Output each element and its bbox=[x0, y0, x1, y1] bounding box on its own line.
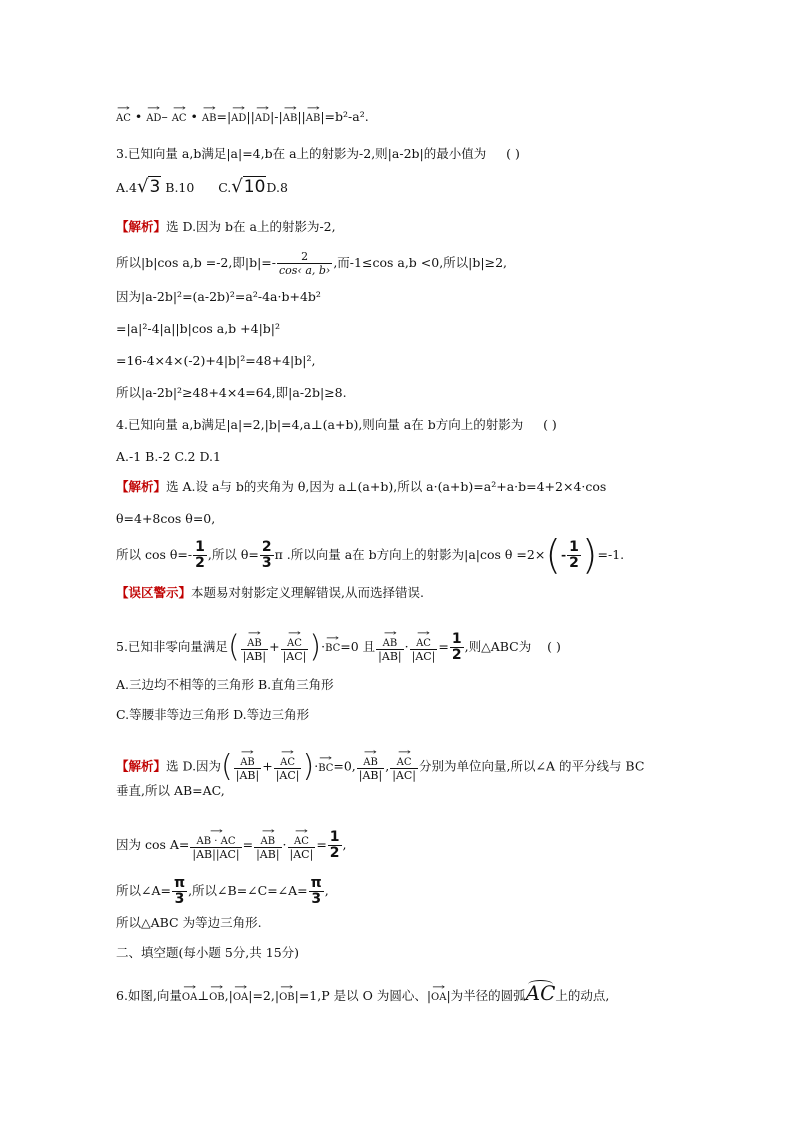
q3-analysis-text: 所以|b|cos a,b =-2,即|b|=- bbox=[116, 255, 276, 270]
vector-ab: → AB bbox=[363, 752, 378, 768]
fraction bbox=[328, 830, 342, 861]
q3-analysis-text: 选 D.因为 b在 a上的射影为-2, bbox=[166, 219, 336, 234]
q6-text: |=1,P 是以 O 为圆心、| bbox=[294, 988, 432, 1003]
right-paren-icon: ) bbox=[581, 532, 598, 579]
abs-ac: |AC| bbox=[392, 769, 416, 782]
fraction bbox=[241, 633, 268, 663]
section-heading: 二、填空题(每小题 5分,共 15分) bbox=[116, 945, 300, 960]
right-paren-icon: ) bbox=[302, 749, 315, 784]
warning-text: 本题易对射影定义理解错误,从而选择错误. bbox=[191, 585, 424, 600]
q5-analysis-text: 选 D.因为 bbox=[166, 758, 222, 774]
fraction bbox=[288, 831, 316, 861]
fraction bbox=[281, 633, 309, 663]
top-equation-line bbox=[116, 108, 369, 126]
q3-analysis-6: 所以|a-2b|²≥48+4×4=64,即|a-2b|≥8. bbox=[116, 385, 347, 400]
perp: ⊥ bbox=[197, 988, 210, 1003]
vector-bc: → BC bbox=[325, 638, 340, 654]
analysis-tag: 【解析】 bbox=[116, 219, 167, 234]
q5-analysis-3 bbox=[116, 830, 347, 861]
q5-analysis-text: ,所以∠B=∠C=∠A= bbox=[188, 883, 308, 898]
q4-stem-text: 4.已知向量 a,b满足|a|=2,|b|=4,a⊥(a+b),则向量 a在 b方向上的射影为 bbox=[116, 417, 524, 432]
vector-ab: → AB bbox=[383, 633, 398, 649]
denominator: 3 bbox=[174, 891, 185, 907]
q5-analysis-text: 因为 cos A= bbox=[116, 837, 190, 852]
eq: = bbox=[242, 837, 254, 852]
abs: || bbox=[246, 109, 255, 124]
denominator: 2 bbox=[195, 555, 205, 571]
left-paren-icon: ( bbox=[545, 532, 561, 579]
q4-analysis-text: ,所以 θ= bbox=[207, 547, 259, 562]
q5-stem-text: 5.已知非零向量满足 bbox=[116, 639, 228, 654]
fraction bbox=[260, 540, 274, 571]
q4-analysis-3 bbox=[116, 532, 625, 579]
q3-analysis-5: =16-4×4×(-2)+4|b|²=48+4|b|², bbox=[116, 353, 316, 368]
vector-ad: → AD bbox=[255, 108, 270, 124]
vector-ob: → OB bbox=[209, 987, 225, 1003]
fraction bbox=[309, 876, 324, 907]
radicand: 10 bbox=[243, 177, 266, 197]
sqrt-icon: √3 bbox=[136, 176, 161, 197]
vector-ac: → AC bbox=[172, 108, 187, 124]
comma: , bbox=[385, 758, 390, 774]
denominator: 3 bbox=[311, 891, 322, 907]
vector-ad: → AD bbox=[146, 108, 161, 124]
q3-option-b: B.10 bbox=[165, 180, 195, 195]
vector-ob: → OB bbox=[279, 987, 295, 1003]
vector-ac: → AC bbox=[397, 752, 412, 768]
fraction bbox=[274, 752, 302, 782]
vector-ab-dot-ac: → AB · AC bbox=[197, 831, 236, 847]
vector-ab: → AB bbox=[247, 633, 262, 649]
q4-analysis-text: 所以 cos θ=- bbox=[116, 547, 193, 562]
abs-ac: |AC| bbox=[411, 649, 436, 663]
right-paren-icon: ) bbox=[309, 629, 322, 665]
fraction bbox=[450, 632, 464, 663]
dot: • bbox=[186, 109, 202, 124]
abs-ab: |AB| bbox=[242, 649, 267, 663]
q6-text: |为半径的圆弧 bbox=[446, 988, 526, 1003]
q3-option-d: D.8 bbox=[266, 180, 288, 195]
dot: · bbox=[282, 837, 287, 852]
vector-ab: → AB bbox=[261, 831, 276, 847]
vector-oa: → OA bbox=[233, 987, 248, 1003]
q3-analysis-3: 因为|a-2b|²=(a-2b)²=a²-4a·b+4b² bbox=[116, 289, 321, 304]
q3-option-a: A.4 bbox=[116, 180, 137, 195]
comma: , bbox=[342, 837, 347, 852]
vector-oa: → OA bbox=[182, 987, 197, 1003]
q3-analysis-4: =|a|²-4|a||b|cos a,b +4|b|² bbox=[116, 321, 281, 336]
q5-stem-text: =0 且 bbox=[340, 639, 376, 654]
arc-ac: AC bbox=[525, 981, 556, 1005]
vector-ad: → AD bbox=[231, 108, 246, 124]
fraction bbox=[376, 633, 403, 663]
q4-analysis-2: θ=4+8cos θ=0, bbox=[116, 511, 216, 526]
numerator: 1 bbox=[195, 539, 205, 555]
q6-text: |=2,| bbox=[248, 988, 280, 1003]
q5-analysis-4 bbox=[116, 876, 329, 907]
abs-ab: |AB| bbox=[235, 769, 260, 782]
result: |=b²-a². bbox=[320, 109, 369, 124]
numerator: 1 bbox=[329, 829, 340, 845]
left-paren-icon: ( bbox=[221, 749, 233, 784]
abs-ab: |AB| bbox=[256, 847, 280, 861]
q3-answer-paren: ( ) bbox=[506, 146, 520, 161]
q3-stem bbox=[116, 145, 520, 163]
radicand: 3 bbox=[149, 177, 161, 197]
q5-analysis-2: 垂直,所以 AB=AC, bbox=[116, 783, 225, 798]
eq: =| bbox=[216, 109, 232, 124]
q6-stem bbox=[116, 981, 610, 1005]
abs: |-| bbox=[270, 109, 283, 124]
abs-ac: |AC| bbox=[282, 649, 307, 663]
vector-ab: → AB bbox=[240, 752, 255, 768]
eq: = bbox=[316, 837, 327, 852]
abs-ac: |AC| bbox=[275, 769, 300, 782]
q4-options: A.-1 B.-2 C.2 D.1 bbox=[116, 449, 221, 464]
q6-text: 6.如图,向量 bbox=[116, 988, 182, 1003]
q4-analysis-text: 选 A.设 a与 b的夹角为 θ,因为 a⊥(a+b),所以 a·(a+b)=a²+a·b=4+2×4·cos bbox=[166, 479, 607, 494]
numerator: 1 bbox=[451, 631, 462, 647]
q5-analysis-5: 所以△ABC 为等边三角形. bbox=[116, 915, 262, 930]
q4-analysis-text: π .所以向量 a在 b方向上的射影为|a|cos θ =2× bbox=[274, 547, 546, 562]
numerator: 2 bbox=[277, 250, 332, 264]
vector-oa: → OA bbox=[431, 987, 446, 1003]
q5-stem bbox=[116, 629, 561, 665]
denominator: 3 bbox=[261, 555, 272, 571]
vector-ab: → AB bbox=[283, 108, 298, 124]
minus-sign: - bbox=[560, 547, 567, 562]
minus: – bbox=[161, 109, 172, 124]
fraction bbox=[357, 752, 384, 782]
q5-analysis-text: 所以∠A= bbox=[116, 883, 171, 898]
comma: , bbox=[324, 883, 329, 898]
vector-ab: → AB bbox=[306, 108, 321, 124]
plus: + bbox=[262, 758, 273, 774]
abs: || bbox=[297, 109, 306, 124]
numerator: 2 bbox=[261, 539, 272, 555]
q4-analysis-text: =-1. bbox=[597, 547, 625, 562]
q3-analysis-2 bbox=[116, 250, 507, 277]
fraction bbox=[390, 752, 418, 782]
vector-ab: → AB bbox=[202, 108, 217, 124]
abs-ab: |AB| bbox=[358, 769, 383, 782]
numerator: π bbox=[173, 875, 186, 891]
q3-option-c: C. bbox=[218, 180, 232, 195]
fraction bbox=[172, 876, 187, 907]
dot: · bbox=[314, 758, 319, 774]
plus: + bbox=[269, 639, 280, 654]
sqrt-icon: √10 bbox=[231, 176, 266, 197]
dot: · bbox=[321, 639, 326, 654]
q6-text: ,| bbox=[224, 988, 233, 1003]
numerator: 1 bbox=[569, 539, 579, 555]
fraction bbox=[254, 831, 281, 861]
vector-ac: → AC bbox=[287, 633, 302, 649]
vector-ac: → AC bbox=[280, 752, 295, 768]
q5-analysis-text: =0, bbox=[333, 758, 356, 774]
abs-product: |AB||AC| bbox=[192, 847, 240, 861]
fraction bbox=[234, 752, 261, 782]
fraction bbox=[193, 540, 207, 571]
fraction bbox=[190, 831, 241, 861]
q4-stem bbox=[116, 416, 557, 434]
fraction bbox=[277, 250, 332, 277]
vector-ac: → AC bbox=[294, 831, 309, 847]
q6-text: 上的动点, bbox=[555, 988, 610, 1003]
denominator: 2 bbox=[569, 555, 579, 571]
q4-warning bbox=[116, 584, 424, 602]
vector-ac: → AC bbox=[416, 633, 431, 649]
q3-analysis-1 bbox=[116, 218, 336, 236]
q5-stem-text: ,则△ABC为 bbox=[464, 639, 532, 654]
denominator: cos‹ a, b› bbox=[279, 264, 331, 277]
q5-options-ab: A.三边均不相等的三角形 B.直角三角形 bbox=[116, 677, 334, 692]
fraction bbox=[410, 633, 438, 663]
q4-analysis-1 bbox=[116, 478, 606, 496]
denominator: 2 bbox=[329, 845, 340, 861]
denominator: 2 bbox=[451, 647, 462, 663]
numerator: π bbox=[310, 875, 322, 891]
fraction bbox=[567, 540, 581, 571]
q5-answer-paren: ( ) bbox=[547, 639, 561, 654]
q5-analysis-text: 分别为单位向量,所以∠A 的平分线与 BC bbox=[419, 758, 645, 774]
warning-tag: 【误区警示】 bbox=[116, 585, 192, 600]
eq: = bbox=[438, 639, 449, 654]
dot: • bbox=[130, 109, 147, 124]
q5-analysis-1 bbox=[116, 749, 645, 784]
q4-answer-paren: ( ) bbox=[543, 417, 557, 432]
abs-ab: |AB| bbox=[378, 649, 402, 663]
analysis-tag: 【解析】 bbox=[116, 758, 167, 774]
abs-ac: |AC| bbox=[289, 847, 314, 861]
q3-options bbox=[116, 178, 288, 197]
left-paren-icon: ( bbox=[227, 629, 240, 665]
vector-ac: → AC bbox=[116, 108, 131, 124]
q3-analysis-text: ,而-1≤cos a,b <0,所以|b|≥2, bbox=[333, 255, 507, 270]
q3-stem-text: 3.已知向量 a,b满足|a|=4,b在 a上的射影为-2,则|a-2b|的最小值为 bbox=[116, 146, 487, 161]
dot: · bbox=[404, 639, 409, 654]
vector-bc: → BC bbox=[318, 758, 333, 774]
analysis-tag: 【解析】 bbox=[116, 479, 167, 494]
q5-options-cd: C.等腰非等边三角形 D.等边三角形 bbox=[116, 707, 310, 722]
